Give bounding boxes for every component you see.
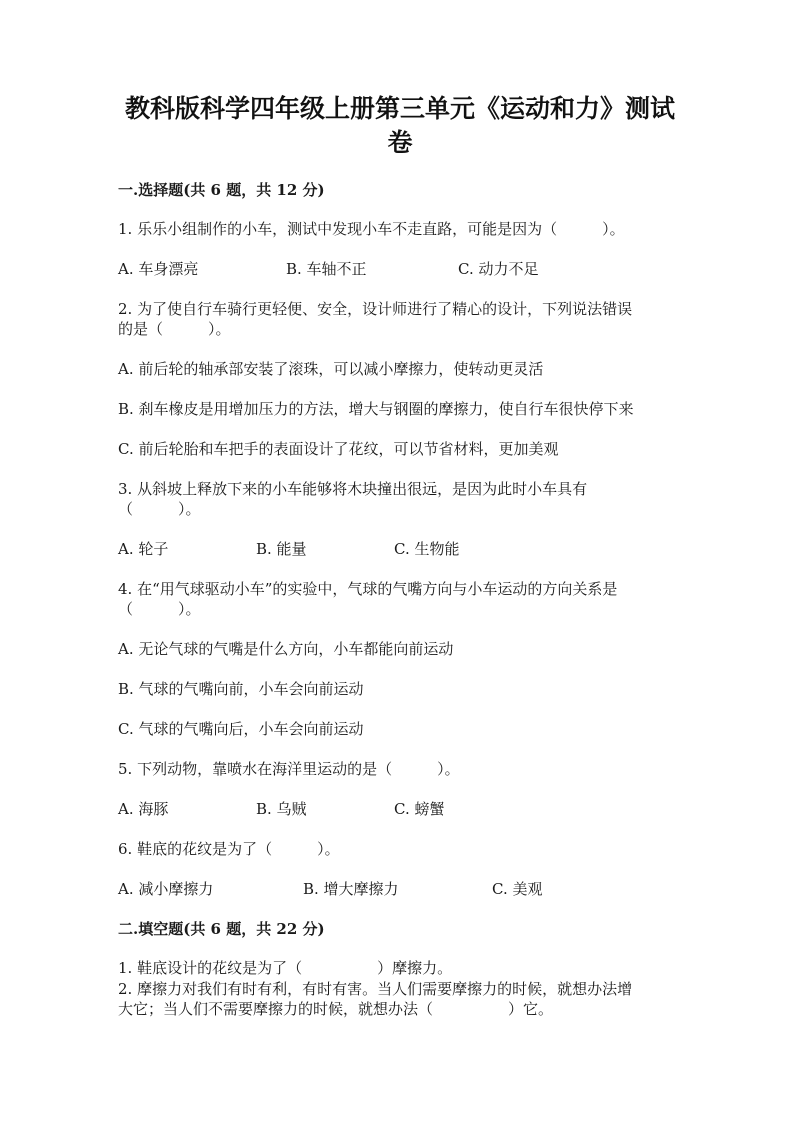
- question-5-stem: 5. 下列动物，靠喷水在海洋里运动的是（ ）。: [118, 760, 460, 778]
- question-6-options: [118, 879, 718, 899]
- question-6-option-a: A. 减小摩擦力: [118, 880, 214, 898]
- fill-question-2-line-1: 2. 摩擦力对我们有时有利，有时有害。当人们需要摩擦力的时候，就想办法增: [118, 980, 633, 998]
- question-4-option-b: B. 气球的气嘴向前，小车会向前运动: [118, 680, 364, 698]
- question-3-stem-line-1: 3. 从斜坡上释放下来的小车能够将木块撞出很远，是因为此时小车具有: [118, 480, 588, 498]
- question-1-option-a: A. 车身漂亮: [118, 260, 199, 278]
- question-5-option-a: A. 海豚: [118, 800, 169, 818]
- question-2-stem-line-2: 的是（ ）。: [118, 320, 231, 338]
- question-5-option-b: B. 乌贼: [256, 800, 307, 818]
- fill-question-2-line-2: 大它；当人们不需要摩擦力的时候，就想办法（ ）它。: [118, 1000, 554, 1018]
- question-2-option-a: A. 前后轮的轴承部安装了滚珠，可以减小摩擦力，使转动更灵活: [118, 360, 544, 378]
- question-4-stem-line-2: （ ）。: [118, 600, 201, 618]
- question-3-option-b: B. 能量: [256, 540, 307, 558]
- question-1-option-c: C. 动力不足: [458, 260, 539, 278]
- question-3-option-a: A. 轮子: [118, 540, 169, 558]
- section-heading-multiple-choice: 一.选择题(共 6 题，共 12 分): [118, 181, 325, 199]
- question-6-stem: 6. 鞋底的花纹是为了（ ）。: [118, 840, 340, 858]
- question-2-option-c: C. 前后轮胎和车把手的表面设计了花纹，可以节省材料，更加美观: [118, 440, 559, 458]
- question-5-option-c: C. 螃蟹: [394, 800, 445, 818]
- section-heading-fill-in: 二.填空题(共 6 题，共 22 分): [118, 920, 325, 938]
- title-line-1: 教科版科学四年级上册第三单元《运动和力》测试: [124, 94, 675, 123]
- question-1-options: [118, 259, 718, 279]
- question-1-option-b: B. 车轴不正: [286, 260, 367, 278]
- fill-question-1: 1. 鞋底设计的花纹是为了（ ）摩擦力。: [118, 959, 453, 977]
- question-6-option-b: B. 增大摩擦力: [303, 880, 399, 898]
- question-3-stem-line-2: （ ）。: [118, 500, 201, 518]
- question-4-option-a: A. 无论气球的气嘴是什么方向，小车都能向前运动: [118, 640, 454, 658]
- question-5-options: [118, 799, 718, 819]
- title-line-2: 卷: [387, 128, 413, 157]
- question-3-options: [118, 539, 718, 559]
- question-4-stem-line-1: 4. 在“用气球驱动小车”的实验中，气球的气嘴方向与小车运动的方向关系是: [118, 580, 618, 598]
- question-2-stem-line-1: 2. 为了使自行车骑行更轻便、安全，设计师进行了精心的设计，下列说法错误: [118, 300, 633, 318]
- question-6-option-c: C. 美观: [492, 880, 543, 898]
- question-4-option-c: C. 气球的气嘴向后，小车会向前运动: [118, 720, 364, 738]
- question-1-stem: 1. 乐乐小组制作的小车，测试中发现小车不走直路，可能是因为（ ）。: [118, 220, 625, 238]
- question-2-option-b: B. 刹车橡皮是用增加压力的方法，增大与钢圈的摩擦力，使自行车很快停下来: [118, 400, 634, 418]
- question-3-option-c: C. 生物能: [394, 540, 460, 558]
- document-title: [110, 92, 690, 160]
